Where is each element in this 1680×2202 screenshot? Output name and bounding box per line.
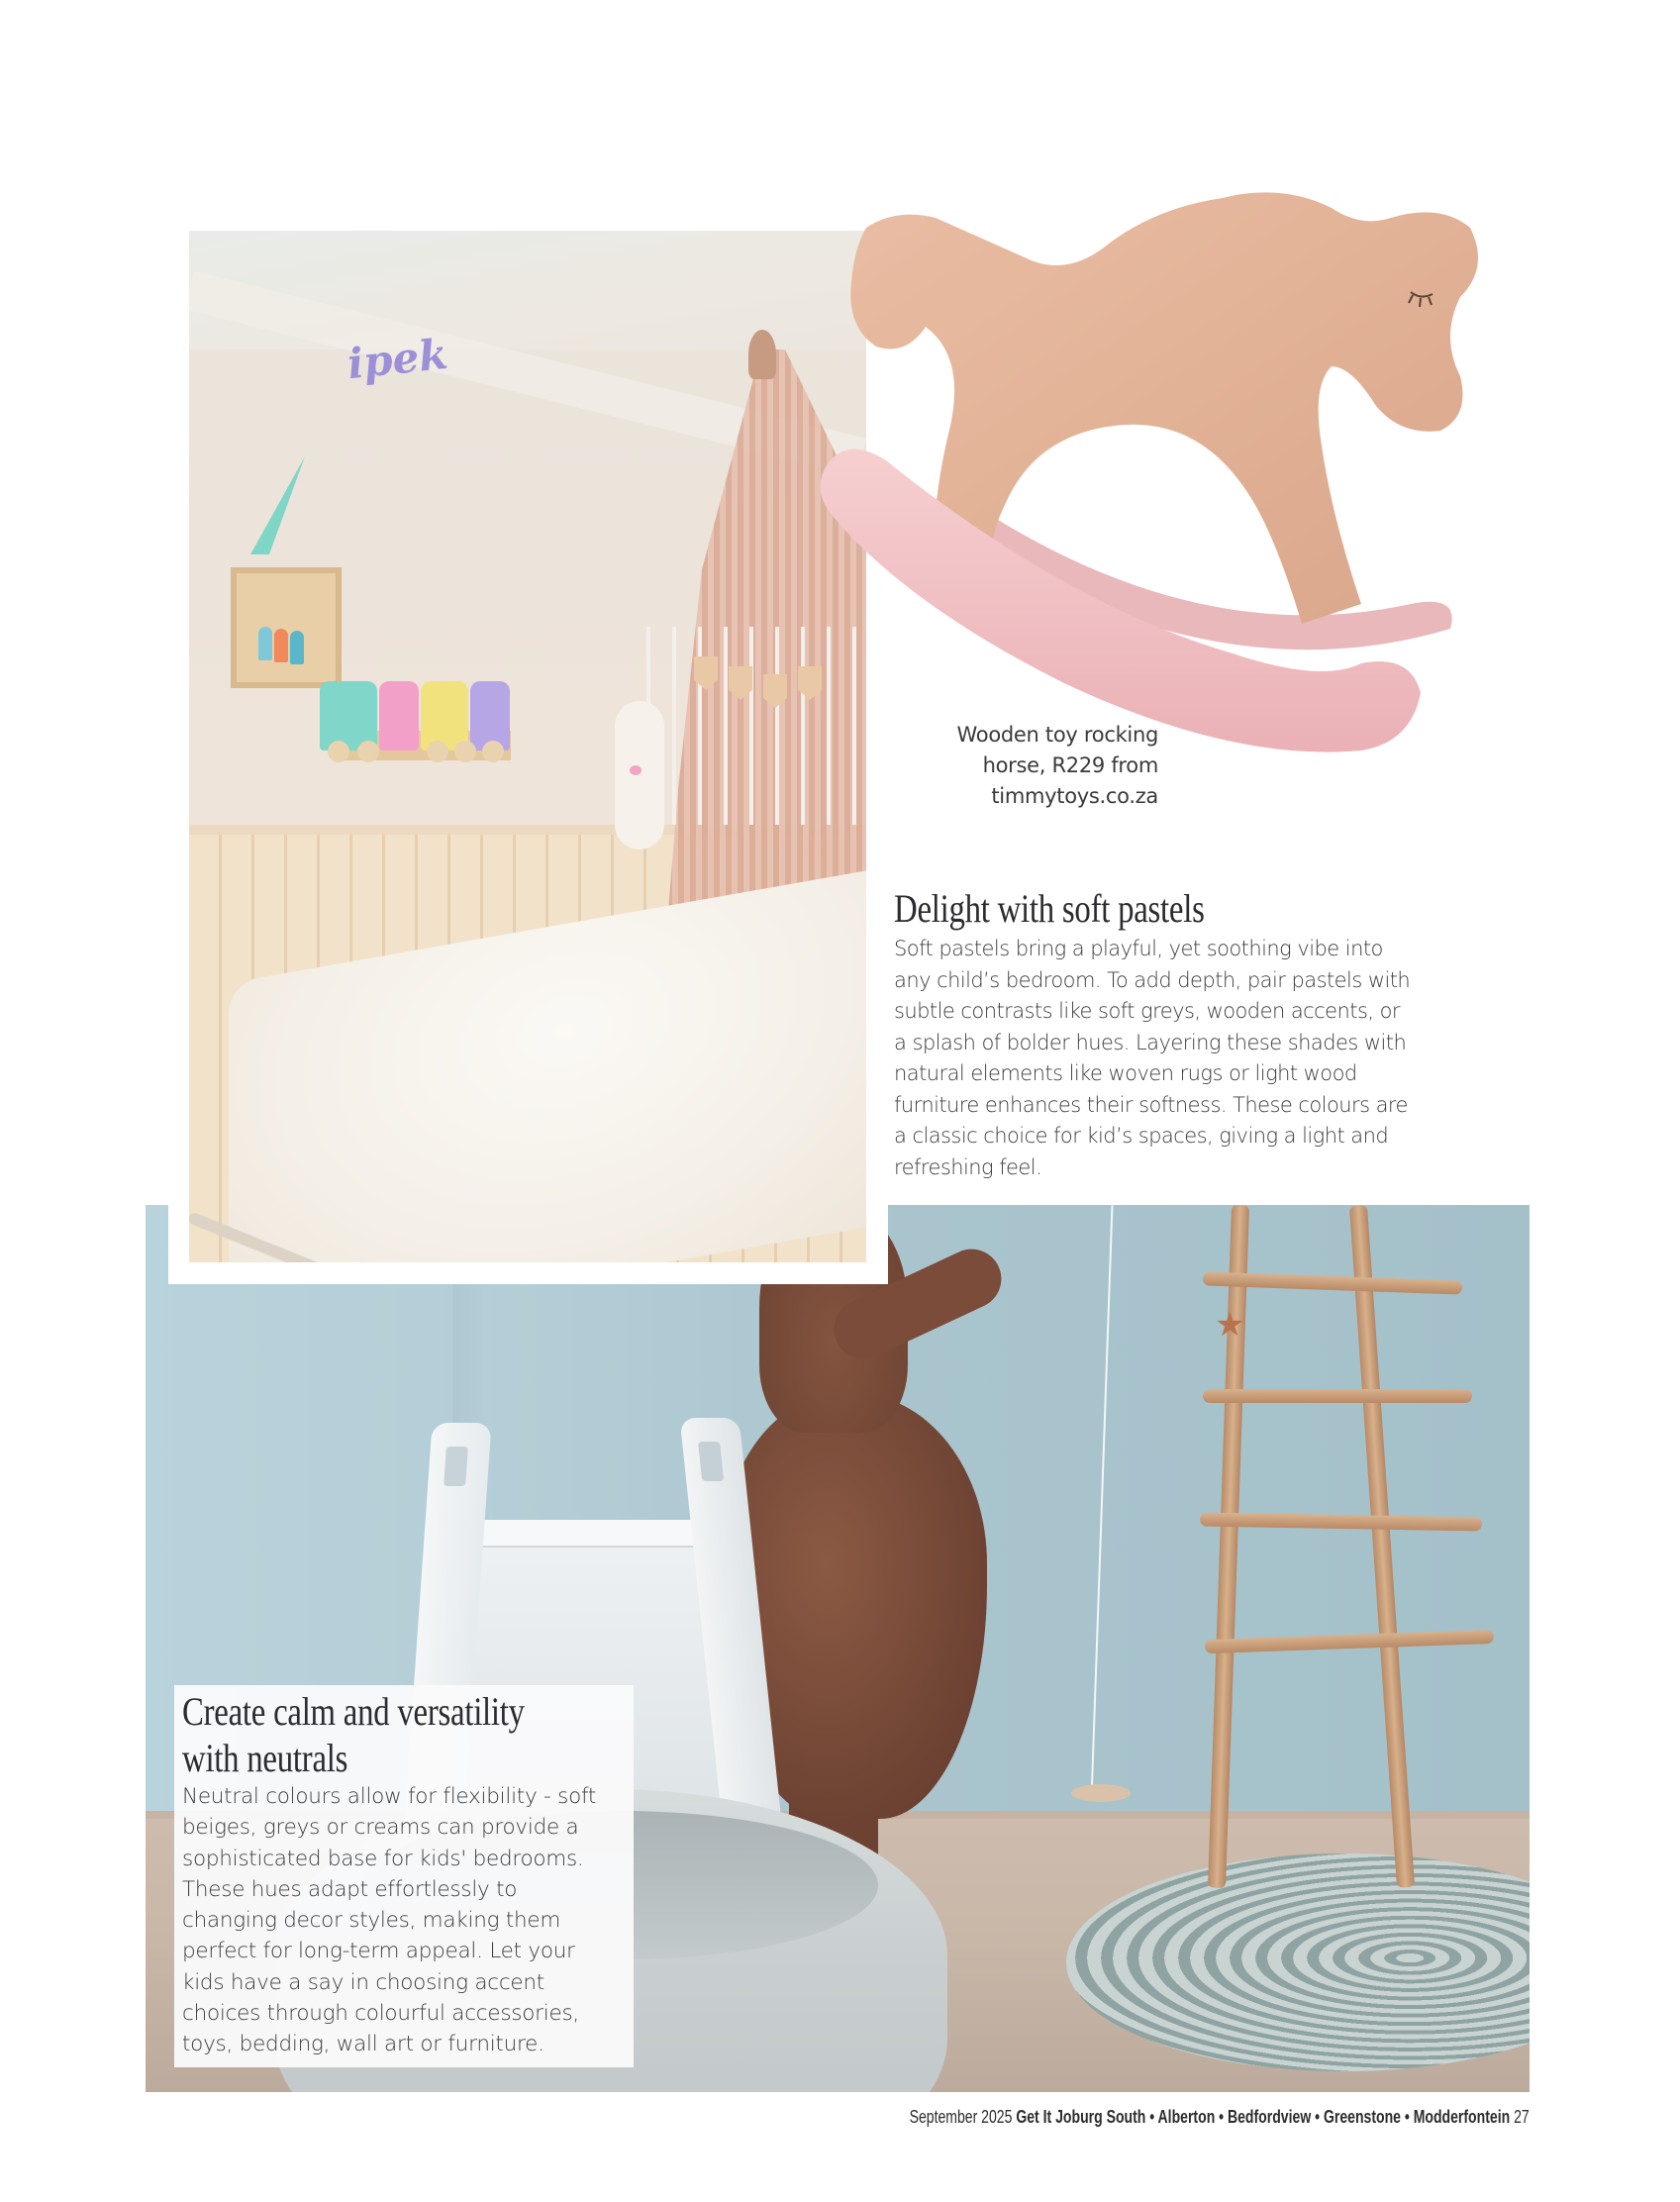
swan-plush — [615, 701, 664, 850]
section-neutrals — [182, 1688, 630, 2060]
caption-line: Wooden toy rocking — [956, 723, 1158, 747]
train-wheel — [427, 741, 448, 762]
rocking-horse-image — [807, 188, 1530, 802]
lamp-base — [1071, 1784, 1131, 1802]
body-line: a splash of bolder hues. Layering these shades with — [894, 1030, 1407, 1054]
train-wheel — [454, 741, 476, 762]
body-line: changing decor styles, making them — [182, 1908, 561, 1934]
body-line: a classic choice for kid’s spaces, giving a light and — [894, 1124, 1389, 1148]
star-decoration-icon: ★ — [1215, 1306, 1245, 1344]
ladder-rung — [1203, 1389, 1472, 1403]
body-line: subtle contrasts like soft greys, wooden accents, or — [894, 999, 1400, 1023]
body-line: refreshing feel. — [894, 1154, 1042, 1179]
train-wheel — [328, 741, 349, 762]
body-line: any child’s bedroom. To add depth, pair pastels with — [894, 967, 1411, 992]
ladder-right-rail — [1349, 1205, 1415, 1888]
slide-handle-hole — [698, 1442, 724, 1481]
circus-shelf-roof — [250, 456, 359, 565]
circus-shelf-box — [231, 567, 342, 688]
product-caption — [871, 720, 1158, 812]
body-line: perfect for long-term appeal. Let your — [182, 1939, 575, 1964]
section-soft-pastels — [894, 886, 1498, 1183]
caption-line: timmytoys.co.za — [991, 784, 1158, 808]
peg-doll — [274, 629, 288, 662]
body-line: Neutral colours allow for flexibility - soft — [182, 1784, 597, 1809]
peg-doll — [258, 627, 272, 660]
section-heading: Delight with soft pastels — [894, 886, 1205, 931]
lamp-cord — [1091, 1205, 1114, 1799]
footer-page-number: 27 — [1514, 2107, 1530, 2127]
peg-doll — [290, 631, 304, 664]
slide-handle-hole — [444, 1447, 468, 1486]
train-car-pink — [379, 681, 419, 751]
body-line: kids have a say in choosing accent — [182, 1969, 544, 1995]
body-line: These hues adapt effortlessly to — [182, 1876, 518, 1902]
body-line: beiges, greys or creams can provide a — [182, 1815, 579, 1841]
swan-cheek — [630, 765, 642, 775]
body-line: Soft pastels bring a playful, yet soothing vibe into — [894, 937, 1383, 960]
section-heading-line: with neutrals — [182, 1736, 348, 1780]
ladder-rung — [1200, 1513, 1482, 1532]
footer-date: September 2025 — [909, 2107, 1013, 2127]
top-photo-pastel-nursery — [189, 231, 866, 1262]
body-line: natural elements like woven rugs or light wood — [894, 1061, 1357, 1085]
train-wheel — [482, 741, 504, 762]
page-footer — [910, 2107, 1530, 2128]
body-line: furniture enhances their softness. These colours are — [894, 1092, 1408, 1117]
section-body — [182, 1781, 630, 2060]
body-line: toys, bedding, wall art or furniture. — [182, 2032, 544, 2057]
section-heading-line: Create calm and versatility — [182, 1689, 525, 1734]
caption-line: horse, R229 from — [982, 753, 1158, 777]
ladder-rung — [1205, 1630, 1494, 1653]
body-line: sophisticated base for kids' bedrooms. — [182, 1846, 584, 1871]
train-wheel — [357, 741, 379, 762]
section-body — [894, 934, 1498, 1183]
canopy-crown — [748, 330, 776, 379]
footer-publication: Get It Joburg South • Alberton • Bedfordview • Greenstone • Modderfontein — [1016, 2107, 1511, 2127]
body-line: choices through colourful accessories, — [182, 2001, 579, 2027]
name-wall-sign: ipek — [345, 329, 450, 389]
